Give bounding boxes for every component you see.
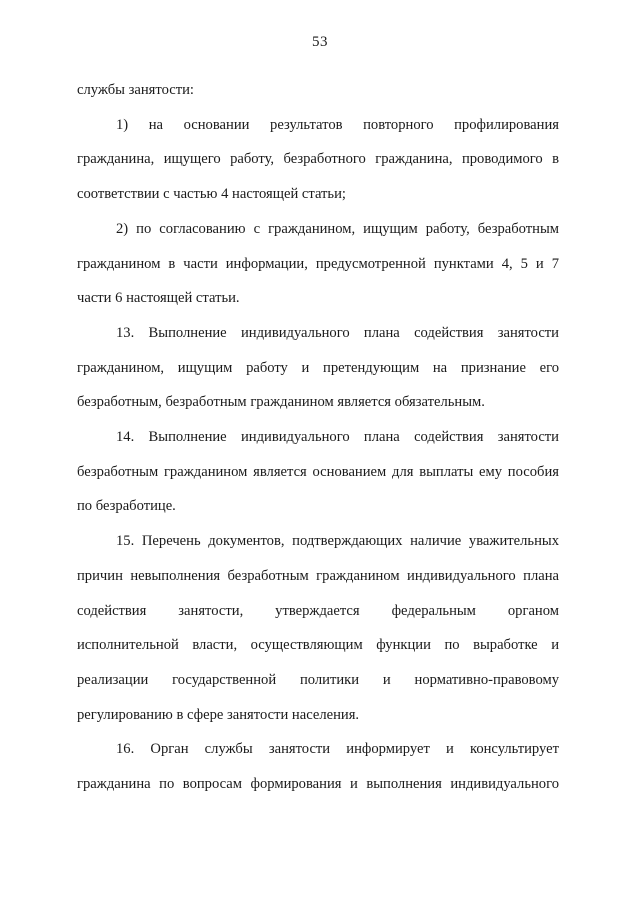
text-line: 13. Выполнение индивидуального плана содействия занятости [116, 324, 559, 341]
text-line: безработным гражданином является основанием для выплаты ему пособия [77, 463, 559, 480]
text-line: части 6 настоящей статьи. [77, 290, 240, 307]
text-line: причин невыполнения безработным гражданином индивидуального плана [77, 567, 559, 584]
text-line: гражданина, ищущего работу, безработного гражданина, проводимого в [77, 151, 559, 168]
text-line: 1) на основании результатов повторного профилирования [116, 116, 559, 133]
text-line: исполнительной власти, осуществляющим функции по выработке и [77, 637, 559, 654]
page-number: 53 [312, 34, 328, 50]
text-line: по безработице. [77, 498, 176, 515]
text-line: 2) по согласованию с гражданином, ищущим работу, безработным [116, 220, 559, 237]
document-body [77, 73, 559, 802]
text-line: 16. Орган службы занятости информирует и консультирует [116, 741, 559, 758]
text-line: 15. Перечень документов, подтверждающих наличие уважительных [116, 533, 559, 550]
text-line: регулированию в сфере занятости населения. [77, 706, 360, 723]
text-line: реализации государственной политики и нормативно-правовому [77, 671, 559, 688]
text-line: безработным, безработным гражданином является обязательным. [77, 394, 485, 411]
text-line: службы занятости: [77, 82, 194, 98]
text-line: содействия занятости, утверждается федеральным органом [77, 602, 559, 619]
text-line: гражданином, ищущим работу и претендующим на признание его [77, 359, 559, 376]
text-line: 14. Выполнение индивидуального плана содействия занятости [116, 429, 559, 446]
text-line: гражданином в части информации, предусмотренной пунктами 4, 5 и 7 [77, 255, 559, 272]
text-line: соответствии с частью 4 настоящей статьи; [77, 186, 346, 203]
text-line: гражданина по вопросам формирования и выполнения индивидуального [77, 776, 559, 793]
